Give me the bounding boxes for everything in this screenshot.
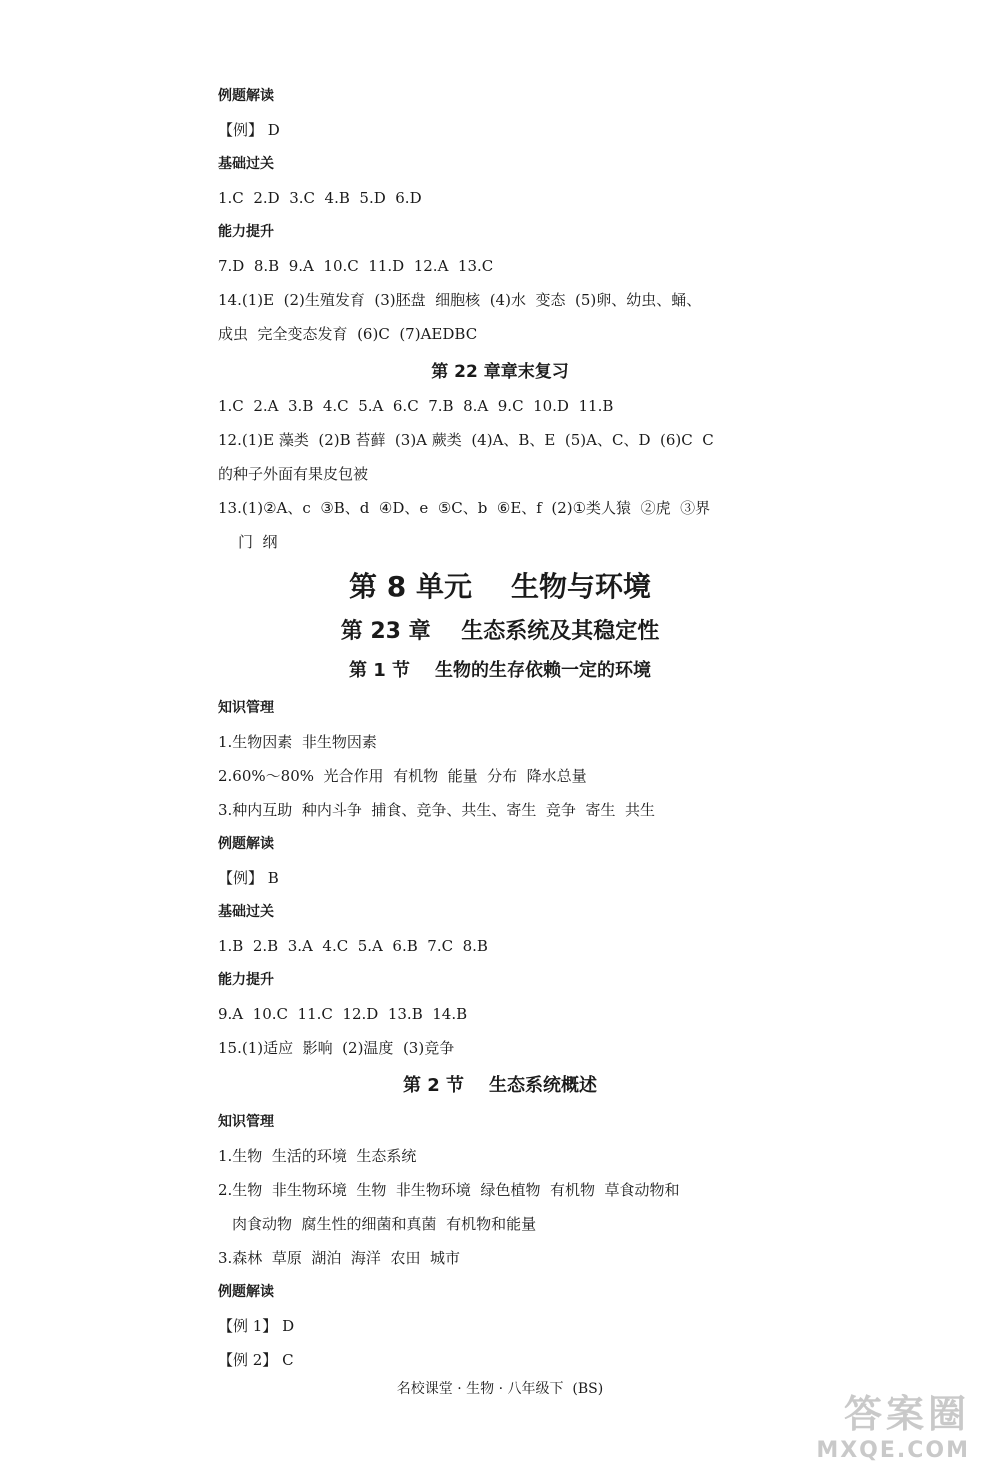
heading-ability: 能力提升 bbox=[218, 972, 274, 988]
answer-line: 【例 1】 D bbox=[218, 1317, 295, 1335]
watermark-text: 答案圈 bbox=[843, 1392, 970, 1436]
heading-knowledge: 知识管理 bbox=[218, 700, 274, 716]
answer-line: 【例】 B bbox=[218, 869, 279, 887]
answer-line: 门 纲 bbox=[238, 533, 278, 551]
answer-line: 1.生物因素 非生物因素 bbox=[218, 733, 377, 751]
answer-line: 2.60%～80% 光合作用 有机物 能量 分布 降水总量 bbox=[218, 767, 587, 785]
answer-line: 1.生物 生活的环境 生态系统 bbox=[218, 1147, 417, 1165]
answer-line: 【例 2】 C bbox=[218, 1351, 294, 1369]
answer-line: 1.C 2.D 3.C 4.B 5.D 6.D bbox=[218, 189, 422, 207]
heading-basic: 基础过关 bbox=[218, 156, 274, 172]
answer-line: 的种子外面有果皮包被 bbox=[218, 465, 369, 483]
answer-line: 3.种内互助 种内斗争 捕食、竞争、共生、寄生 竞争 寄生 共生 bbox=[218, 801, 655, 819]
answer-line: 【例】 D bbox=[218, 121, 280, 139]
watermark-url: MXQE.COM bbox=[816, 1438, 970, 1463]
heading-knowledge: 知识管理 bbox=[218, 1114, 274, 1130]
chapter23-title: 第 23 章 生态系统及其稳定性 bbox=[340, 619, 660, 644]
answer-line: 3.森林 草原 湖泊 海洋 农田 城市 bbox=[218, 1249, 460, 1267]
answer-line: 1.B 2.B 3.A 4.C 5.A 6.B 7.C 8.B bbox=[218, 937, 488, 955]
answer-line: 1.C 2.A 3.B 4.C 5.A 6.C 7.B 8.A 9.C 10.D 11.B bbox=[218, 397, 614, 415]
answer-line: 9.A 10.C 11.C 12.D 13.B 14.B bbox=[218, 1005, 468, 1023]
heading-ability: 能力提升 bbox=[218, 224, 274, 240]
answer-line: 15.(1)适应 影响 (2)温度 (3)竞争 bbox=[218, 1039, 455, 1057]
heading-basic: 基础过关 bbox=[218, 904, 274, 920]
unit-title: 第 8 单元 生物与环境 bbox=[349, 570, 651, 603]
answer-line: 2.生物 非生物环境 生物 非生物环境 绿色植物 有机物 草食动物和 bbox=[218, 1181, 680, 1199]
answer-line: 12.(1)E 藻类 (2)B 苔藓 (3)A 蕨类 (4)A、B、E (5)A、C、D (6)C C bbox=[218, 431, 714, 449]
heading-example-reading: 例题解读 bbox=[218, 836, 274, 852]
section1-title: 第 1 节 生物的生存依赖一定的环境 bbox=[348, 660, 652, 681]
section2-title: 第 2 节 生态系统概述 bbox=[402, 1075, 598, 1096]
answer-line: 肉食动物 腐生性的细菌和真菌 有机物和能量 bbox=[232, 1215, 537, 1233]
chapter22-review-title: 第 22 章章末复习 bbox=[431, 362, 569, 382]
watermark-logo bbox=[816, 1383, 970, 1463]
answer-line: 13.(1)②A、c ③B、d ④D、e ⑤C、b ⑥E、f (2)①类人猿 ②虎 ③界 bbox=[218, 499, 711, 517]
page-footer: 名校课堂 · 生物 · 八年级下 (BS) bbox=[396, 1381, 604, 1397]
answer-line: 7.D 8.B 9.A 10.C 11.D 12.A 13.C bbox=[218, 257, 494, 275]
answer-line: 成虫 完全变态发育 (6)C (7)AEDBC bbox=[218, 325, 478, 343]
heading-example-reading: 例题解读 bbox=[218, 88, 274, 104]
answer-line: 14.(1)E (2)生殖发育 (3)胚盘 细胞核 (4)水 变态 (5)卵、幼虫、蛹、 bbox=[218, 291, 702, 309]
heading-example-reading: 例题解读 bbox=[218, 1284, 274, 1300]
